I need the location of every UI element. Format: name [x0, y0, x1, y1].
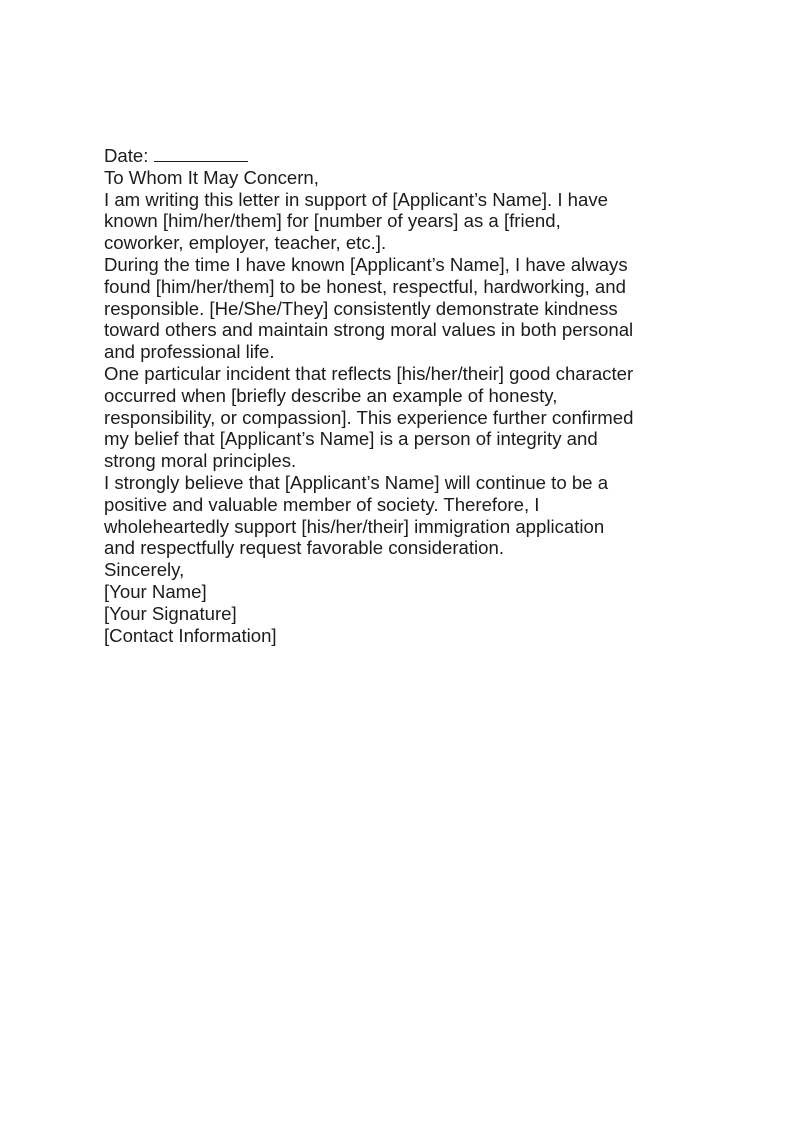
date-label: Date:: [104, 145, 149, 166]
closing: Sincerely,: [104, 559, 185, 581]
date-line: [104, 145, 724, 167]
signature-line: [Your Signature]: [104, 602, 237, 624]
paragraph-line: found [him/her/them] to be honest, respectful, hardworking, and: [104, 275, 626, 297]
date-blank[interactable]: [154, 146, 248, 162]
paragraph-line: wholeheartedly support [his/her/their] immigration application: [104, 515, 605, 537]
paragraph-line: known [him/her/them] for [number of years] as a [friend,: [104, 210, 561, 232]
paragraph-line: I am writing this letter in support of [Applicant’s Name]. I have: [104, 188, 608, 210]
paragraph-line: strong moral principles.: [104, 450, 297, 472]
paragraph-line: and respectfully request favorable consideration.: [104, 537, 505, 559]
paragraph-line: positive and valuable member of society. Therefore, I: [104, 493, 540, 515]
paragraph-line: During the time I have known [Applicant’s Name], I have always: [104, 253, 628, 275]
paragraph-line: coworker, employer, teacher, etc.].: [104, 232, 387, 254]
signature-name: [Your Name]: [104, 580, 207, 602]
paragraph-conclusion: [104, 472, 724, 559]
signature-block: [104, 581, 724, 646]
paragraph-line: responsibility, or compassion]. This experience further confirmed: [104, 406, 634, 428]
contact-information: [Contact Information]: [104, 624, 277, 646]
paragraph-line: occurred when [briefly describe an example of honesty,: [104, 384, 558, 406]
paragraph-line: responsible. [He/She/They] consistently demonstrate kindness: [104, 297, 618, 319]
salutation: To Whom It May Concern,: [104, 166, 319, 188]
paragraph-line: One particular incident that reflects [his/her/their] good character: [104, 362, 634, 384]
paragraph-character: [104, 254, 724, 363]
reference-letter: [104, 145, 724, 646]
paragraph-line: toward others and maintain strong moral values in both personal: [104, 319, 634, 341]
paragraph-line: my belief that [Applicant’s Name] is a person of integrity and: [104, 428, 598, 450]
paragraph-introduction: [104, 189, 724, 254]
paragraph-line: I strongly believe that [Applicant’s Name] will continue to be a: [104, 471, 609, 493]
paragraph-incident: [104, 363, 724, 472]
paragraph-line: and professional life.: [104, 341, 275, 363]
